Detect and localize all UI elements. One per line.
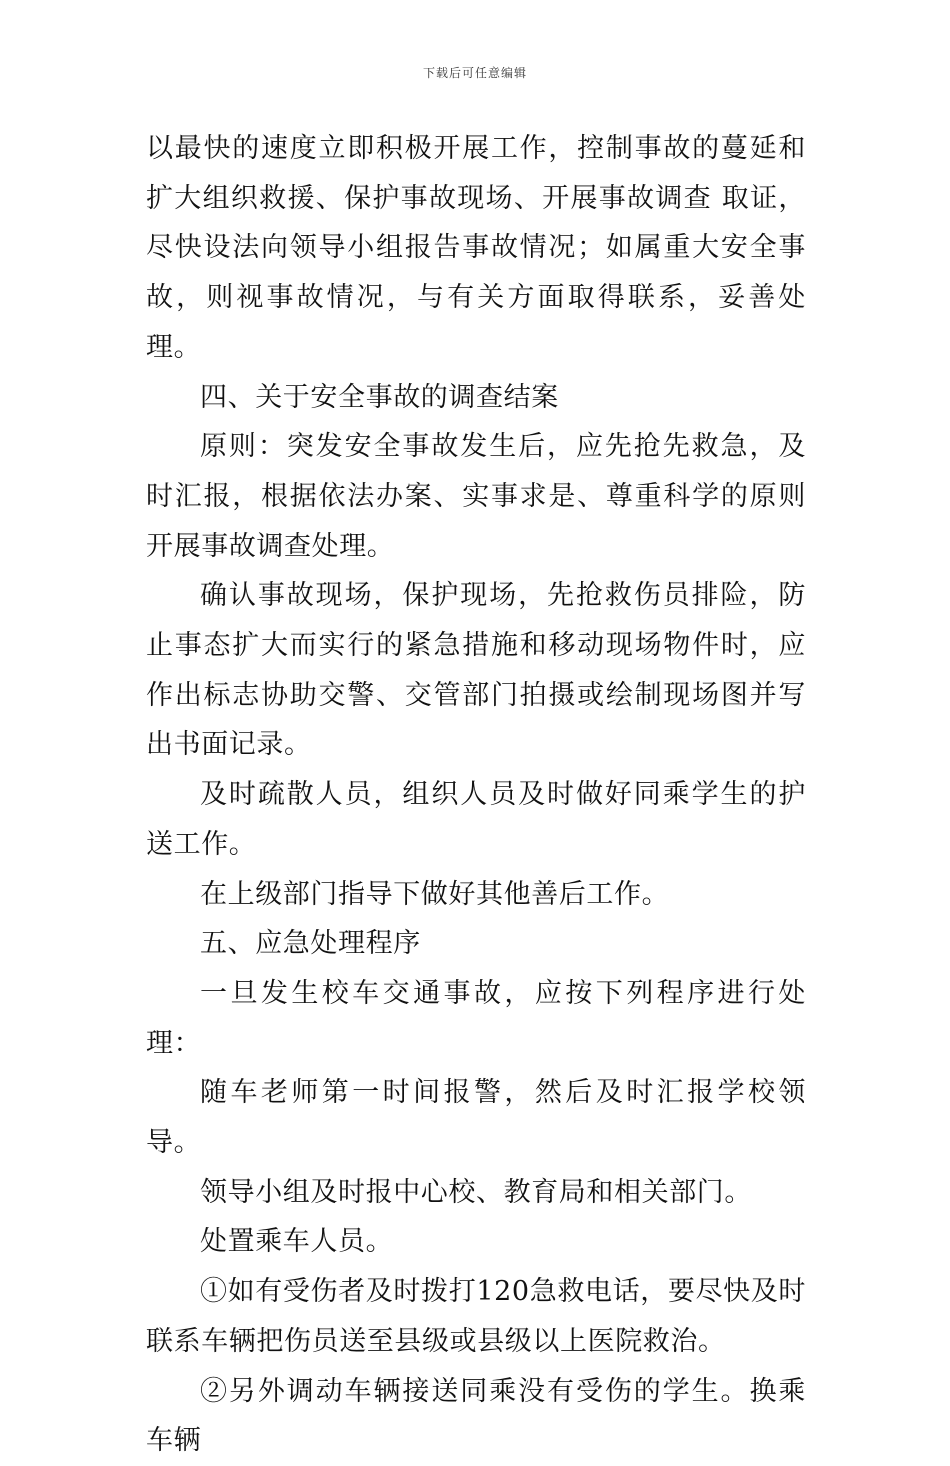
paragraph-confirm-scene: 确认事故现场，保护现场，先抢救伤员排险，防止事态扩大而实行的紧急措施和移动现场物件时，应作出标志协助交警、交管部门拍摄或绘制现场图并写出书面记录。	[146, 580, 806, 761]
section-heading-5: 五、应急处理程序	[200, 928, 421, 960]
paragraph-principle: 原则：突发安全事故发生后，应先抢先救急，及时汇报，根据依法办案、实事求是、尊重科学的原则开展事故调查处理。	[146, 431, 806, 562]
paragraph-1: 以最快的速度立即积极开展工作，控制事故的蔓延和扩大组织救援、保护事故现场、开展事故调查 取证，尽快设法向领导小组报告事故情况；如属重大安全事故，则视事故情况，与有关方面取得联系，妥善处理。	[146, 133, 806, 363]
paragraph-report-police: 随车老师第一时间报警，然后及时汇报学校领导。	[146, 1077, 806, 1159]
paragraph-handle-passengers: 处置乘车人员。	[200, 1226, 394, 1258]
paragraph-aftermath: 在上级部门指导下做好其他善后工作。	[200, 878, 670, 910]
document-body	[146, 124, 806, 1466]
page-header: 下载后可任意编辑	[422, 66, 527, 80]
paragraph-report-departments: 领导小组及时报中心校、教育局和相关部门。	[200, 1176, 752, 1208]
paragraph-injured: ①如有受伤者及时拨打120急救电话，要尽快及时联系车辆把伤员送至县级或县级以上医院救治。	[146, 1276, 806, 1357]
paragraph-evacuate: 及时疏散人员，组织人员及时做好同乘学生的护送工作。	[146, 779, 806, 860]
paragraph-procedure-intro: 一旦发生校车交通事故，应按下列程序进行处理：	[146, 977, 806, 1059]
paragraph-transfer: ②另外调动车辆接送同乘没有受伤的学生。换乘车辆	[146, 1375, 806, 1457]
section-heading-4: 四、关于安全事故的调查结案	[200, 381, 559, 413]
